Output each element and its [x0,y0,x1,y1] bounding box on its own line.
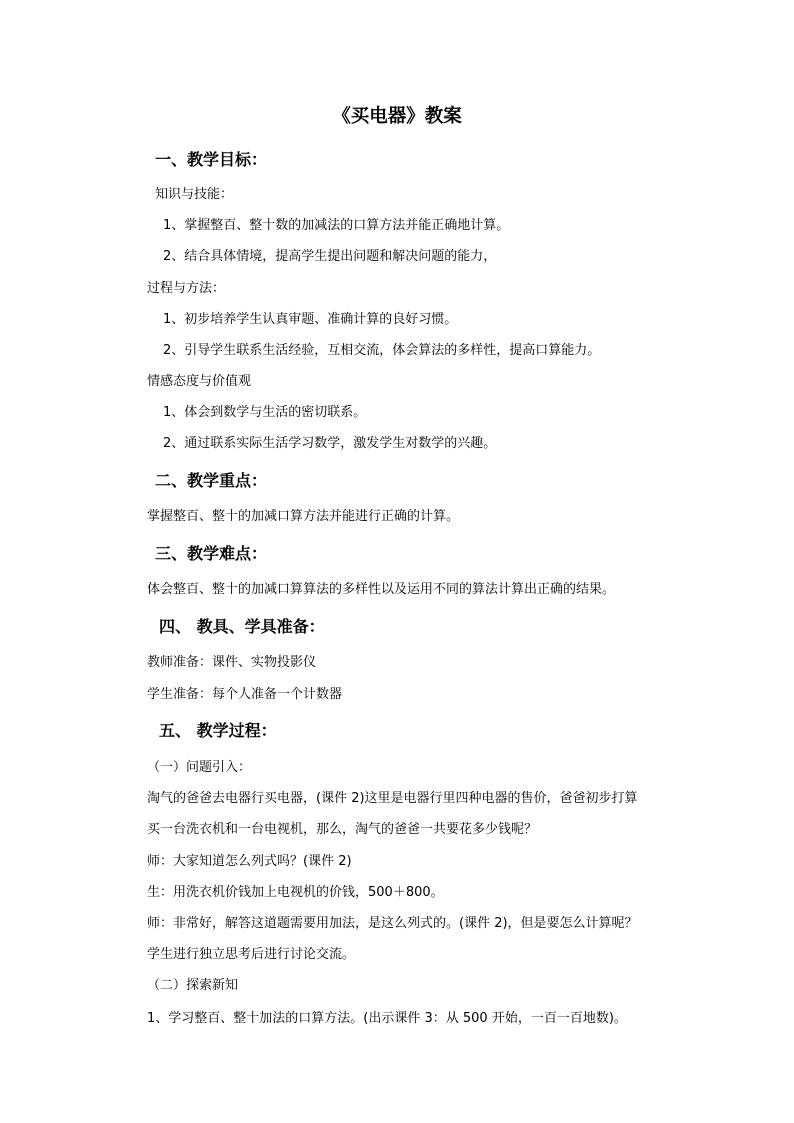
section-4-heading: 四、 教具、学具准备： [159,617,325,636]
list-item: 1、掌握整百、整十数的加减法的口算方法并能正确地计算。 [163,218,510,233]
subsection-knowledge-skills: 知识与技能： [155,187,234,202]
dialog-line: 生：用洗衣机价钱加上电视机的价钱，500＋800。 [147,885,444,900]
list-item: 1、初步培养学生认真审题、准确计算的良好习惯。 [163,312,458,327]
dialog-line: 师：大家知道怎么列式吗？(课件 2) [147,854,352,869]
list-item: 学生准备：每个人准备一个计数器 [147,687,343,702]
paragraph-line: 买一台洗衣机和一台电视机，那么，淘气的爸爸一共要花多少钱呢？ [147,822,538,837]
dialog-line: 师：非常好，解答这道题需要用加法，是这么列式的。(课件 2)，但是要怎么计算呢？ [147,916,638,931]
section-5-heading: 五、 教学过程： [159,721,277,740]
list-item: 1、学习整百、整十加法的口算方法。(出示课件 3：从 500 开始，一百一百地数)。 [147,1011,627,1026]
section-2-text: 掌握整百、整十的加减口算方法并能进行正确的计算。 [147,509,460,524]
subsection-problem-intro: （一）问题引入： [147,760,252,775]
dialog-line: 学生进行独立思考后进行讨论交流。 [147,947,356,962]
section-2-heading: 二、教学重点： [155,471,268,490]
list-item: 2、引导学生联系生活经验，互相交流，体会算法的多样性，提高口算能力。 [163,343,601,358]
subsection-attitude-values: 情感态度与价值观 [147,374,252,389]
section-3-text: 体会整百、整十的加减口算算法的多样性以及运用不同的算法计算出正确的结果。 [147,582,616,597]
list-item: 教师准备：课件、实物投影仪 [147,655,317,670]
list-item: 2、结合具体情境，提高学生提出问题和解决问题的能力， [163,249,497,264]
section-1-heading: 一、教学目标： [155,150,268,169]
list-item: 1、体会到数学与生活的密切联系。 [163,405,367,420]
document-title: 《买电器》教案 [332,106,462,127]
subsection-process-method: 过程与方法： [147,281,226,296]
section-3-heading: 三、教学难点： [155,544,268,563]
paragraph-line: 淘气的爸爸去电器行买电器，(课件 2)这里是电器行里四种电器的售价，爸爸初步打算 [147,791,638,806]
subsection-explore-new: （二）探索新知 [147,978,239,993]
list-item: 2、通过联系实际生活学习数学，激发学生对数学的兴趣。 [163,436,497,451]
